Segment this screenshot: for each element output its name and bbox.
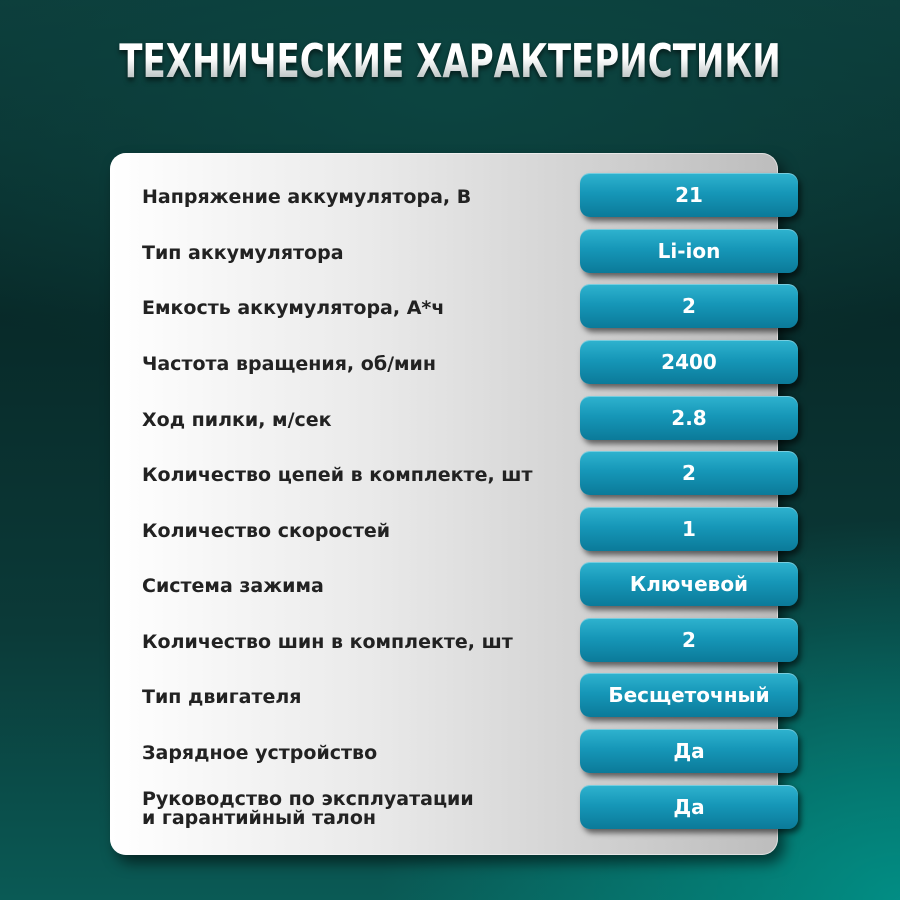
spec-value-badge: 2.8 xyxy=(580,396,798,440)
spec-label: Система зажима xyxy=(142,574,324,597)
spec-value-badge: 2 xyxy=(580,451,798,495)
specs-panel xyxy=(110,153,778,855)
spec-value-badge: Да xyxy=(580,729,798,773)
spec-label: Емкость аккумулятора, А*ч xyxy=(142,296,445,319)
spec-row-motor-type xyxy=(110,673,778,721)
spec-row-saw-stroke xyxy=(110,396,778,444)
spec-label: Количество шин в комплекте, шт xyxy=(142,630,513,653)
spec-value-badge: Да xyxy=(580,785,798,829)
spec-label: Количество цепей в комплекте, шт xyxy=(142,463,533,486)
spec-label: Руководство по эксплуатации и гарантийный талон xyxy=(142,788,474,829)
page-title: ТЕХНИЧЕСКИЕ ХАРАКТЕРИСТИКИ xyxy=(117,34,783,88)
spec-row-bars-count xyxy=(110,618,778,666)
spec-value-badge: 2 xyxy=(580,618,798,662)
spec-row-speeds-count xyxy=(110,507,778,555)
spec-label: Тип двигателя xyxy=(142,685,302,708)
spec-value-badge: Ключевой xyxy=(580,562,798,606)
spec-label: Частота вращения, об/мин xyxy=(142,352,436,375)
spec-label: Ход пилки, м/сек xyxy=(142,408,332,431)
spec-row-charger xyxy=(110,729,778,777)
spec-label: Количество скоростей xyxy=(142,519,391,542)
spec-value-badge: 21 xyxy=(580,173,798,217)
spec-row-battery-type xyxy=(110,229,778,277)
spec-label: Напряжение аккумулятора, В xyxy=(142,185,472,208)
spec-value-badge: Бесщеточный xyxy=(580,673,798,717)
spec-value-badge: Li-ion xyxy=(580,229,798,273)
spec-row-clamp-system xyxy=(110,562,778,610)
spec-value-badge: 1 xyxy=(580,507,798,551)
spec-value-badge: 2 xyxy=(580,284,798,328)
spec-row-manual-warranty xyxy=(110,785,778,833)
spec-row-rotation-speed xyxy=(110,340,778,388)
spec-label: Зарядное устройство xyxy=(142,741,378,764)
spec-row-chains-count xyxy=(110,451,778,499)
spec-value-badge: 2400 xyxy=(580,340,798,384)
spec-label: Тип аккумулятора xyxy=(142,241,344,264)
spec-row-battery-capacity xyxy=(110,284,778,332)
spec-row-battery-voltage xyxy=(110,173,778,221)
